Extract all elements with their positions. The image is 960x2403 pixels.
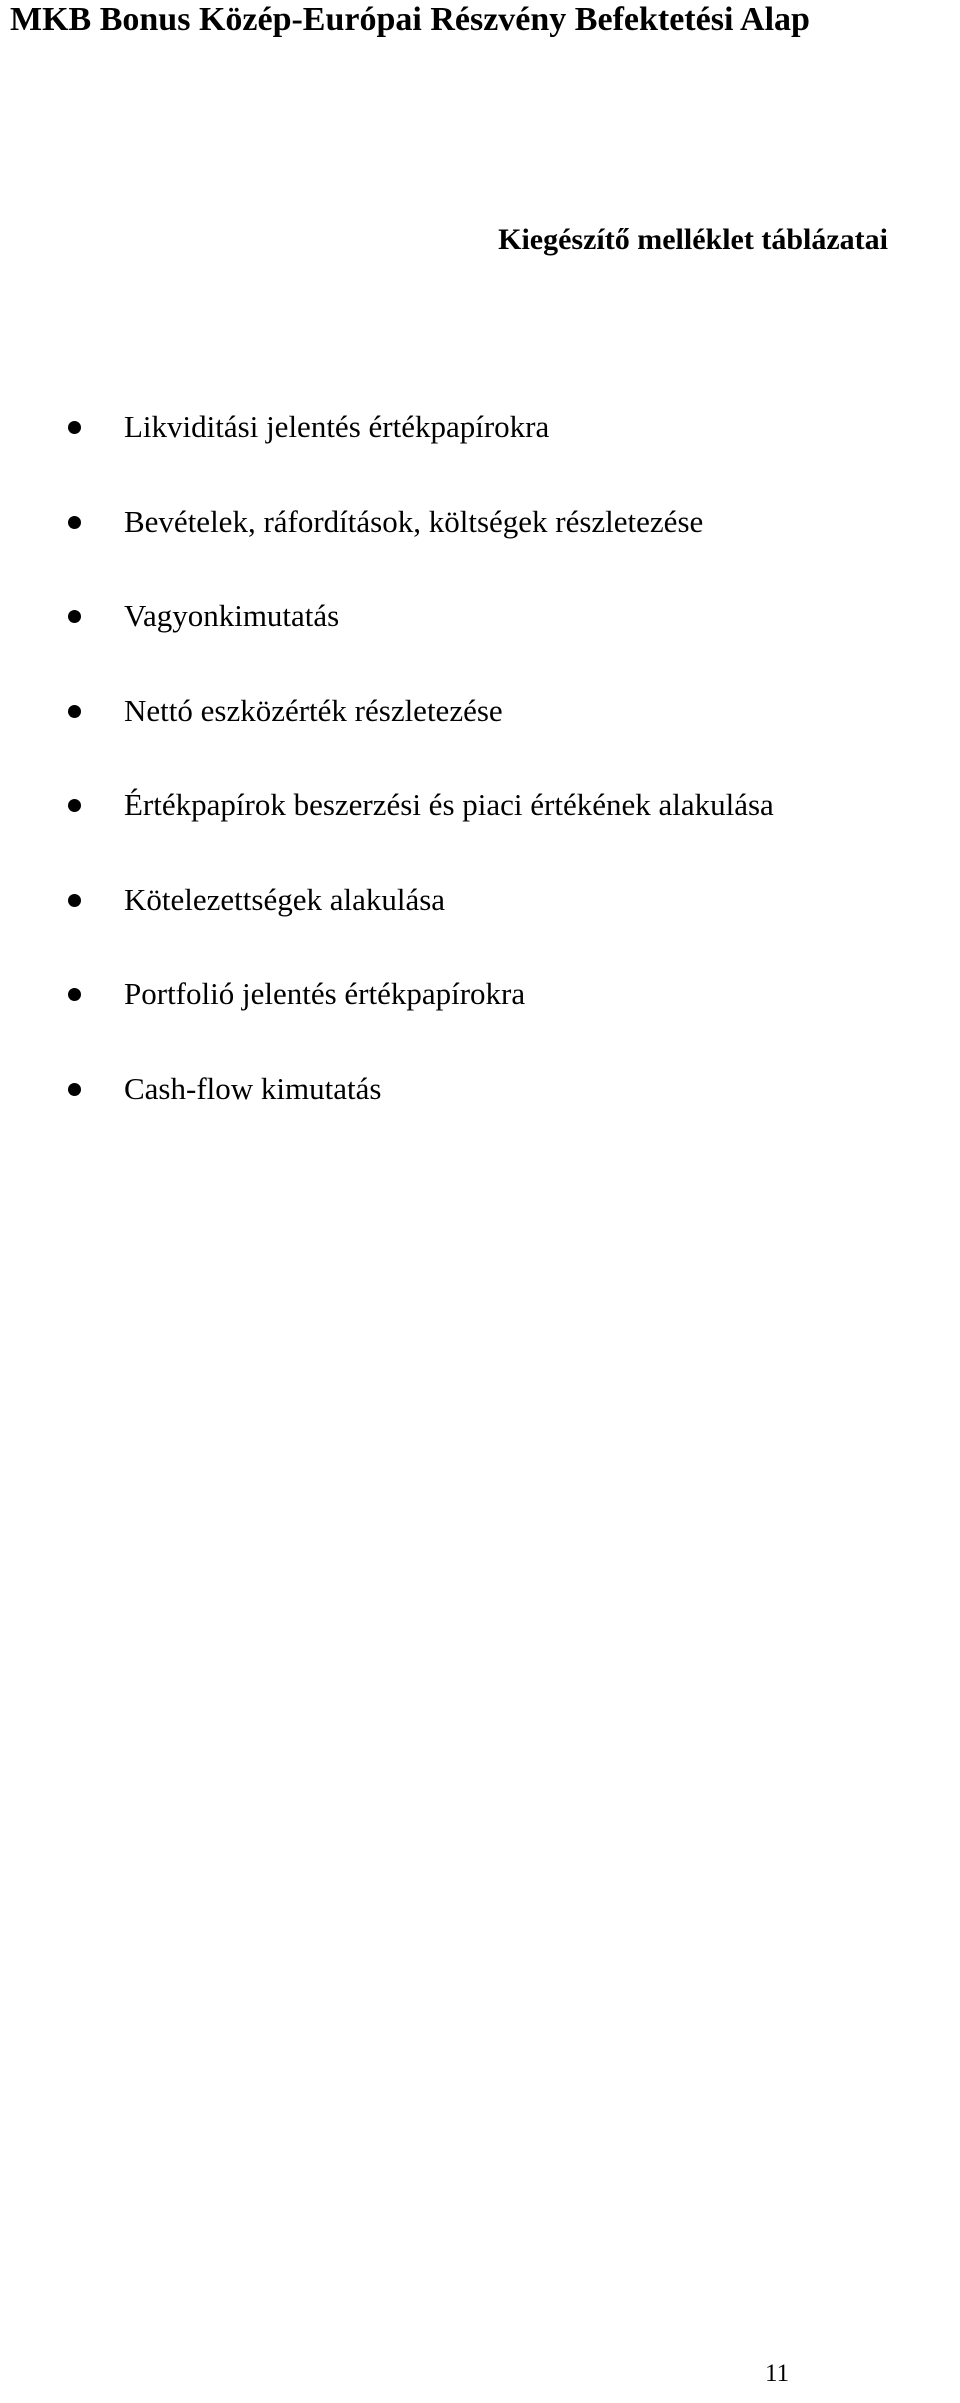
bullet-icon	[68, 988, 81, 1001]
bullet-icon	[68, 516, 81, 529]
list-item-text: Értékpapírok beszerzési és piaci értékének alakulása	[124, 787, 774, 822]
bullet-icon	[68, 1083, 81, 1096]
list-item-text: Likviditási jelentés értékpapírokra	[124, 409, 550, 444]
bullet-icon	[68, 421, 81, 434]
list-item-text: Kötelezettségek alakulása	[124, 881, 446, 917]
list-item-text: Cash-flow kimutatás	[124, 1070, 382, 1106]
list-item-text: Vagyonkimutatás	[124, 598, 340, 633]
bullet-icon	[68, 610, 81, 623]
bullet-icon	[68, 799, 81, 812]
list-item-text: Nettó eszközérték részletezése	[124, 692, 503, 728]
document-header: MKB Bonus Közép-Európai Részvény Befektetési Alap	[10, 1, 810, 38]
list-item-text: Portfolió jelentés értékpapírokra	[124, 976, 526, 1011]
bullet-icon	[68, 705, 81, 718]
bullet-icon	[68, 894, 81, 907]
section-title: Kiegészítő melléklet táblázatai	[498, 223, 888, 256]
list-item-text: Bevételek, ráfordítások, költségek részletezése	[124, 503, 704, 539]
page-number: 11	[765, 2360, 790, 2387]
